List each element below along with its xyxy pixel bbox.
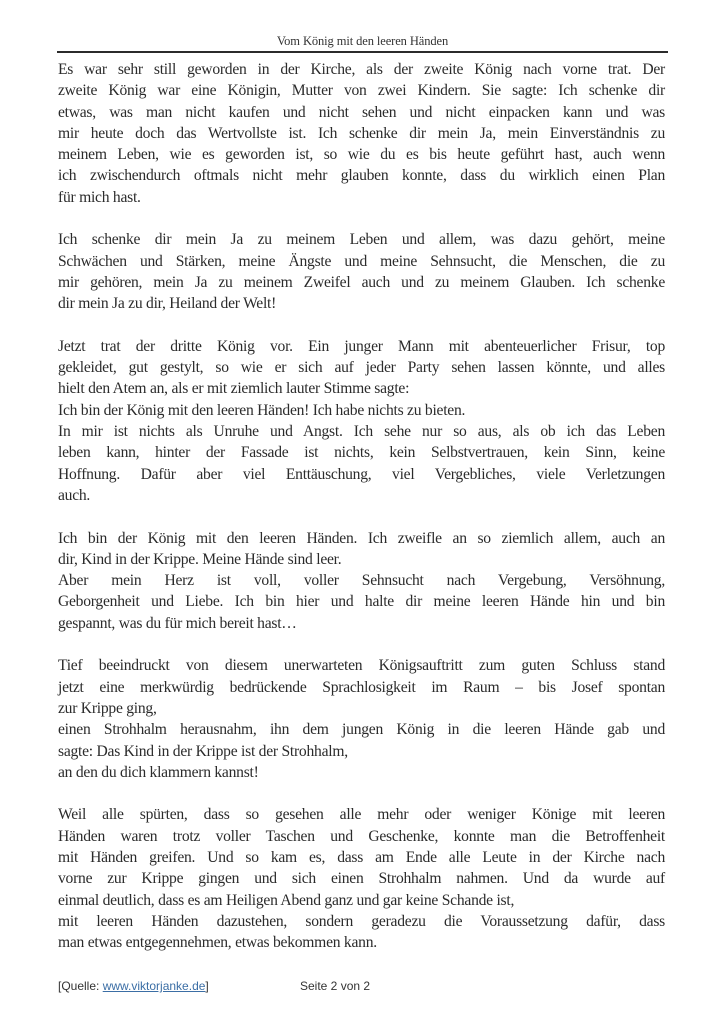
- text-line: mir gehören, mein Ja zu meinem Zweifel auch und zu meinem Glauben. Ich schenke: [58, 273, 665, 291]
- text-line: Aber mein Herz ist voll, voller Sehnsucht nach Vergebung, Versöhnung,: [58, 572, 665, 590]
- text-line: mir heute doch das Wertvollste ist. Ich schenke dir mein Ja, mein Einverständnis zu: [58, 124, 665, 142]
- text-line: Händen waren trotz voller Taschen und Geschenke, konnte man die Betroffenheit: [58, 827, 665, 845]
- paragraph-5: [58, 655, 665, 783]
- text-line: Ich schenke dir mein Ja zu meinem Leben und allem, was dazu gehört, meine: [58, 231, 665, 249]
- text-line: meinem Leben, wie es geworden ist, so wie du es bis heute geführt hast, auch wenn: [58, 146, 665, 164]
- text-line: gekleidet, gut gestylt, so wie er sich auf jeder Party sehen lassen könnte, und alles: [58, 359, 665, 377]
- text-line: In mir ist nichts als Unruhe und Angst. Ich sehe nur so aus, als ob ich das Leben: [58, 423, 665, 441]
- text-line: zur Krippe ging,: [58, 699, 157, 717]
- text-line: dir, Kind in der Krippe. Meine Hände sind leer.: [58, 550, 342, 568]
- header-rule-divider: [57, 51, 668, 53]
- text-line: Ich bin der König mit den leeren Händen! Ich habe nichts zu bieten.: [58, 401, 466, 419]
- text-line: mit leeren Händen dazustehen, sondern geradezu die Voraussetzung dafür, dass: [58, 912, 665, 930]
- page-header-title: Vom König mit den leeren Händen: [276, 34, 449, 48]
- source-link[interactable]: www.viktorjanke.de: [102, 979, 206, 993]
- text-line: man etwas entgegennehmen, etwas bekommen kann.: [58, 934, 377, 952]
- text-line: hielt den Atem an, als er mit ziemlich lauter Stimme sagte:: [58, 380, 410, 398]
- text-line: mit Händen greifen. Und so kam es, dass am Ende alle Leute in der Kirche nach: [58, 848, 665, 866]
- page-number: Seite 2 von 2: [300, 979, 371, 993]
- text-line: zweite König war eine Königin, Mutter von zwei Kindern. Sie sagte: Ich schenke dir: [58, 82, 665, 100]
- text-line: einmal deutlich, dass es am Heiligen Abend ganz und gar keine Schande ist,: [58, 891, 515, 909]
- text-line: vorne zur Krippe gingen und sich einen Strohhalm nahmen. Und da wurde auf: [58, 870, 665, 888]
- text-line: Geborgenheit und Liebe. Ich bin hier und halte dir meine leeren Hände hin und bin: [58, 593, 665, 611]
- text-line: etwas, was man nicht kaufen und nicht sehen und nicht einpacken kann und was: [58, 103, 665, 121]
- text-line: Es war sehr still geworden in der Kirche, als der zweite König nach vorne trat. Der: [58, 61, 665, 78]
- text-line: ich zwischendurch oftmals nicht mehr glauben konnte, dass du wirklich einen Plan: [58, 167, 665, 185]
- text-line: für mich hast.: [58, 188, 141, 206]
- text-line: Jetzt trat der dritte König vor. Ein junger Mann mit abenteuerlicher Frisur, top: [58, 337, 665, 355]
- source-suffix: ]: [205, 979, 209, 993]
- text-line: Hoffnung. Dafür aber viel Enttäuschung, viel Vergebliches, viele Verletzungen: [58, 465, 665, 483]
- text-line: gespannt, was du für mich bereit hast…: [58, 614, 297, 632]
- source-prefix: [Quelle:: [58, 979, 103, 993]
- text-line: an den du dich klammern kannst!: [58, 763, 259, 781]
- text-line: jetzt eine merkwürdig bedrückende Sprachlosigkeit im Raum – bis Josef spontan: [58, 678, 665, 696]
- text-line: Schwächen und Stärken, meine Ängste und meine Sehnsucht, die Menschen, die zu: [58, 252, 665, 270]
- paragraph-1: [58, 59, 665, 208]
- text-line: sagte: Das Kind in der Krippe ist der Strohhalm,: [58, 742, 348, 760]
- text-line: dir mein Ja zu dir, Heiland der Welt!: [58, 295, 277, 313]
- document-body: [58, 59, 665, 975]
- paragraph-4: [58, 528, 665, 634]
- text-line: auch.: [58, 486, 91, 504]
- paragraph-3: [58, 336, 665, 506]
- text-line: Weil alle spürten, dass so gesehen alle mehr oder weniger Könige mit leeren: [58, 806, 665, 824]
- text-line: Ich bin der König mit den leeren Händen. Ich zweifle an so ziemlich allem, auch an: [58, 529, 665, 547]
- text-line: leben kann, hinter der Fassade ist nichts, kein Selbstvertrauen, kein Sinn, keine: [58, 444, 665, 462]
- paragraph-2: [58, 229, 665, 314]
- footer-source: [58, 979, 209, 993]
- text-line: einen Strohhalm herausnahm, ihn dem jungen König in die leeren Hände gab und: [58, 721, 665, 739]
- text-line: Tief beeindruckt von diesem unerwarteten Königsauftritt zum guten Schluss stand: [58, 657, 665, 675]
- paragraph-6: [58, 804, 665, 953]
